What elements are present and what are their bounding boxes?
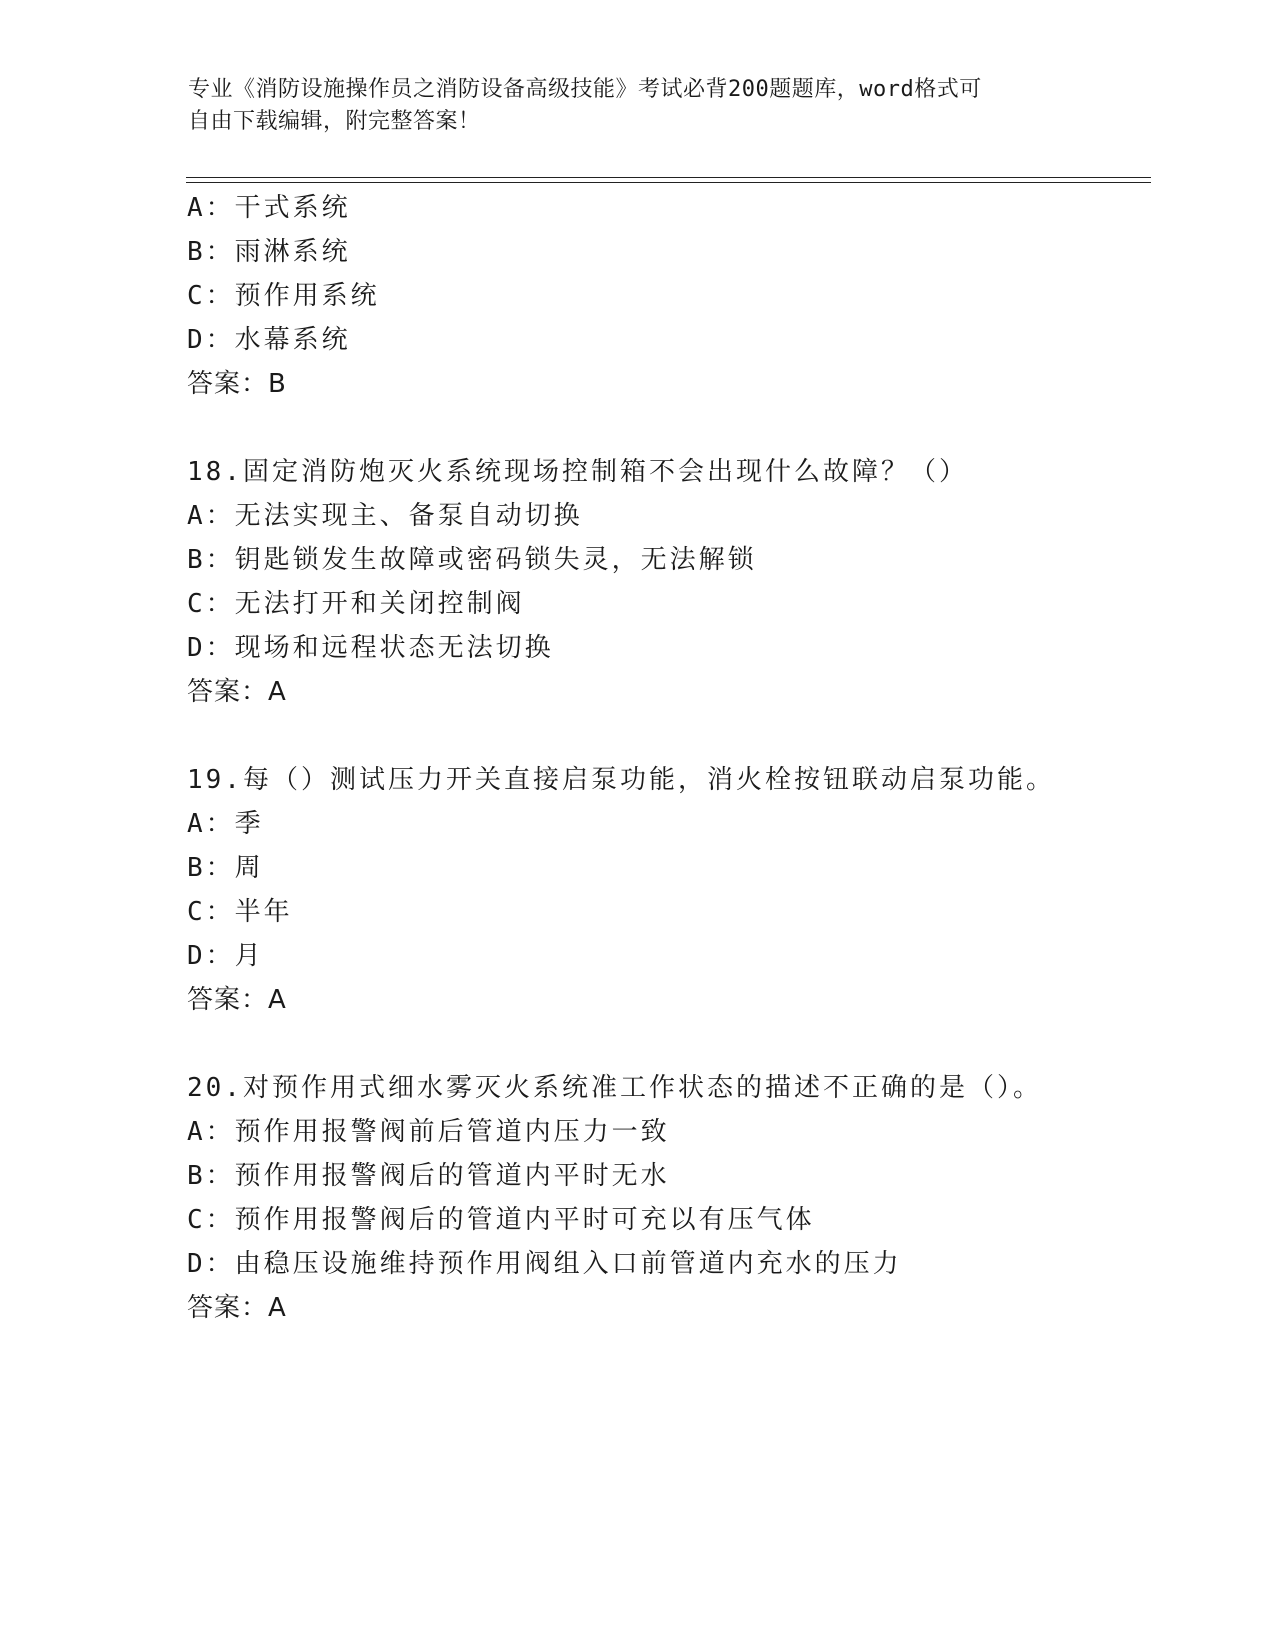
q18-question: 18.固定消防炮灭火系统现场控制箱不会出现什么故障？（） (187, 457, 968, 487)
header-line-2: 自由下载编辑，附完整答案！ (188, 109, 481, 134)
q19-option-d: D：月 (187, 941, 264, 971)
header-line-1: 专业《消防设施操作员之消防设备高级技能》考试必背200题题库，word格式可 (188, 77, 982, 102)
q20-option-b: B：预作用报警阀后的管道内平时无水 (187, 1161, 670, 1191)
q18-answer: 答案：A (187, 677, 287, 707)
q20-option-c: C：预作用报警阀后的管道内平时可充以有压气体 (187, 1205, 815, 1235)
q19-option-c: C：半年 (187, 897, 293, 927)
q19-answer: 答案：A (187, 985, 287, 1015)
q19-option-b: B：周 (187, 853, 264, 883)
q20-answer: 答案：A (187, 1293, 287, 1323)
q17-option-d: D：水幕系统 (187, 325, 351, 355)
q20-question: 20.对预作用式细水雾灭火系统准工作状态的描述不正确的是（）。 (187, 1073, 1042, 1103)
header-divider (186, 177, 1151, 178)
q20-option-a: A：预作用报警阀前后管道内压力一致 (187, 1117, 670, 1147)
q17-option-a: A：干式系统 (187, 193, 351, 223)
q18-option-a: A：无法实现主、备泵自动切换 (187, 501, 583, 531)
q17-option-b: B：雨淋系统 (187, 237, 351, 267)
q18-option-d: D：现场和远程状态无法切换 (187, 633, 554, 663)
q19-question: 19.每（）测试压力开关直接启泵功能，消火栓按钮联动启泵功能。 (187, 765, 1055, 795)
q18-option-b: B：钥匙锁发生故障或密码锁失灵，无法解锁 (187, 545, 757, 575)
q17-option-c: C：预作用系统 (187, 281, 380, 311)
q19-option-a: A：季 (187, 809, 264, 839)
header-divider-thin (186, 182, 1151, 183)
q18-option-c: C：无法打开和关闭控制阀 (187, 589, 525, 619)
q17-answer: 答案：B (187, 369, 287, 399)
q20-option-d: D：由稳压设施维持预作用阀组入口前管道内充水的压力 (187, 1249, 902, 1279)
document-header (188, 74, 1088, 138)
